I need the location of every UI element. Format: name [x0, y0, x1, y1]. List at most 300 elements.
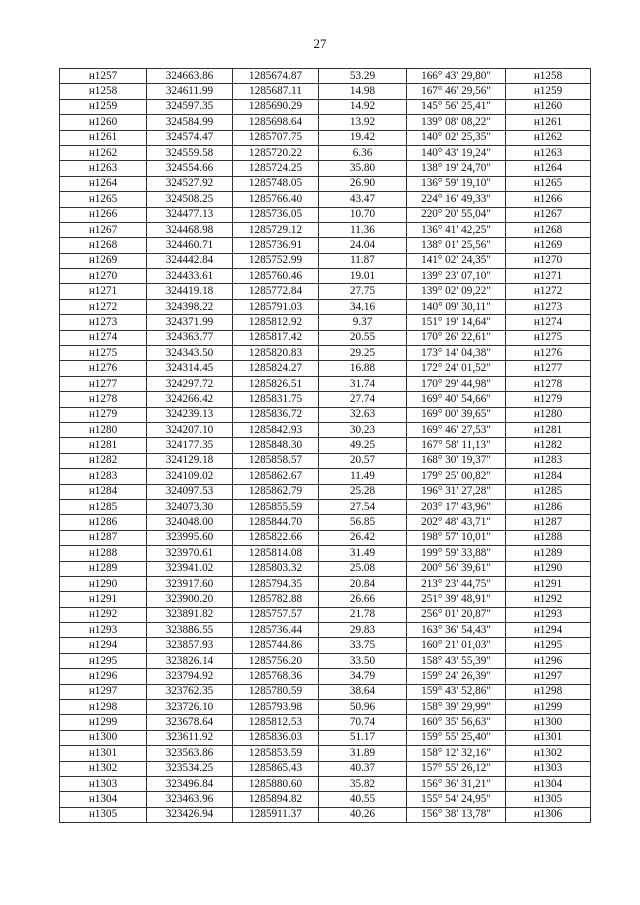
distance-cell: 38.64: [319, 684, 407, 699]
table-row: [60, 115, 591, 130]
point-to-cell: н1258: [506, 69, 591, 84]
point-from-cell: н1302: [60, 761, 147, 776]
bearing-cell: 166° 43' 29,80": [407, 69, 506, 84]
bearing-cell: 224° 16' 49,33": [407, 192, 506, 207]
point-to-cell: н1287: [506, 515, 591, 530]
distance-cell: 34.16: [319, 299, 407, 314]
point-to-cell: н1260: [506, 99, 591, 114]
x-coordinate-cell: 323534.25: [147, 761, 233, 776]
x-coordinate-cell: 324314.45: [147, 361, 233, 376]
table-row: [60, 192, 591, 207]
bearing-cell: 159° 55' 25,40": [407, 730, 506, 745]
table-row: [60, 469, 591, 484]
point-from-cell: н1259: [60, 99, 147, 114]
point-to-cell: н1289: [506, 546, 591, 561]
point-to-cell: н1298: [506, 684, 591, 699]
point-from-cell: н1304: [60, 792, 147, 807]
x-coordinate-cell: 323857.93: [147, 638, 233, 653]
distance-cell: 49.25: [319, 438, 407, 453]
point-to-cell: н1279: [506, 392, 591, 407]
table-row: [60, 376, 591, 391]
y-coordinate-cell: 1285831.75: [233, 392, 319, 407]
distance-cell: 35.82: [319, 776, 407, 791]
distance-cell: 26.90: [319, 176, 407, 191]
point-from-cell: н1292: [60, 607, 147, 622]
y-coordinate-cell: 1285794.35: [233, 576, 319, 591]
y-coordinate-cell: 1285720.22: [233, 145, 319, 160]
x-coordinate-cell: 324371.99: [147, 315, 233, 330]
table-row: [60, 438, 591, 453]
point-to-cell: н1282: [506, 438, 591, 453]
table-row: [60, 776, 591, 791]
y-coordinate-cell: 1285772.84: [233, 284, 319, 299]
distance-cell: 13.92: [319, 115, 407, 130]
table-row: [60, 315, 591, 330]
point-from-cell: н1301: [60, 746, 147, 761]
point-to-cell: н1301: [506, 730, 591, 745]
y-coordinate-cell: 1285748.05: [233, 176, 319, 191]
point-to-cell: н1259: [506, 84, 591, 99]
y-coordinate-cell: 1285736.44: [233, 623, 319, 638]
distance-cell: 19.42: [319, 130, 407, 145]
point-to-cell: н1293: [506, 607, 591, 622]
point-from-cell: н1290: [60, 576, 147, 591]
distance-cell: 16.88: [319, 361, 407, 376]
bearing-cell: 256° 01' 20,87": [407, 607, 506, 622]
distance-cell: 33.75: [319, 638, 407, 653]
point-from-cell: н1264: [60, 176, 147, 191]
y-coordinate-cell: 1285768.36: [233, 669, 319, 684]
y-coordinate-cell: 1285674.87: [233, 69, 319, 84]
bearing-cell: 199° 59' 33,88": [407, 546, 506, 561]
point-to-cell: н1284: [506, 469, 591, 484]
bearing-cell: 170° 26' 22,61": [407, 330, 506, 345]
point-to-cell: н1274: [506, 315, 591, 330]
point-to-cell: н1280: [506, 407, 591, 422]
point-to-cell: н1264: [506, 161, 591, 176]
point-from-cell: н1278: [60, 392, 147, 407]
bearing-cell: 168° 30' 19,37": [407, 453, 506, 468]
table-row: [60, 407, 591, 422]
table-row: [60, 730, 591, 745]
table-row: [60, 515, 591, 530]
y-coordinate-cell: 1285814.08: [233, 546, 319, 561]
point-from-cell: н1271: [60, 284, 147, 299]
x-coordinate-cell: 324363.77: [147, 330, 233, 345]
bearing-cell: 140° 43' 19,24": [407, 145, 506, 160]
point-from-cell: н1260: [60, 115, 147, 130]
x-coordinate-cell: 323463.96: [147, 792, 233, 807]
y-coordinate-cell: 1285698.64: [233, 115, 319, 130]
bearing-cell: 159° 43' 52,86": [407, 684, 506, 699]
x-coordinate-cell: 324584.99: [147, 115, 233, 130]
table-row: [60, 69, 591, 84]
bearing-cell: 138° 01' 25,56": [407, 238, 506, 253]
bearing-cell: 145° 56' 25,41": [407, 99, 506, 114]
x-coordinate-cell: 323611.92: [147, 730, 233, 745]
distance-cell: 25.28: [319, 484, 407, 499]
distance-cell: 70.74: [319, 715, 407, 730]
distance-cell: 35.80: [319, 161, 407, 176]
point-from-cell: н1273: [60, 315, 147, 330]
table-row: [60, 530, 591, 545]
point-to-cell: н1271: [506, 269, 591, 284]
table-row: [60, 346, 591, 361]
distance-cell: 27.75: [319, 284, 407, 299]
y-coordinate-cell: 1285842.93: [233, 422, 319, 437]
table-row: [60, 761, 591, 776]
point-from-cell: н1261: [60, 130, 147, 145]
point-from-cell: н1281: [60, 438, 147, 453]
table-row: [60, 576, 591, 591]
point-to-cell: н1269: [506, 238, 591, 253]
y-coordinate-cell: 1285687.11: [233, 84, 319, 99]
x-coordinate-cell: 323900.20: [147, 592, 233, 607]
distance-cell: 31.74: [319, 376, 407, 391]
y-coordinate-cell: 1285766.40: [233, 192, 319, 207]
distance-cell: 43.47: [319, 192, 407, 207]
point-from-cell: н1258: [60, 84, 147, 99]
point-to-cell: н1304: [506, 776, 591, 791]
y-coordinate-cell: 1285760.46: [233, 269, 319, 284]
point-from-cell: н1305: [60, 807, 147, 822]
point-from-cell: н1285: [60, 499, 147, 514]
x-coordinate-cell: 324266.42: [147, 392, 233, 407]
point-from-cell: н1291: [60, 592, 147, 607]
point-to-cell: н1276: [506, 346, 591, 361]
point-from-cell: н1268: [60, 238, 147, 253]
x-coordinate-cell: 323563.86: [147, 746, 233, 761]
distance-cell: 10.70: [319, 207, 407, 222]
distance-cell: 56.85: [319, 515, 407, 530]
x-coordinate-cell: 324239.13: [147, 407, 233, 422]
distance-cell: 50.96: [319, 700, 407, 715]
point-to-cell: н1265: [506, 176, 591, 191]
distance-cell: 27.74: [319, 392, 407, 407]
distance-cell: 11.49: [319, 469, 407, 484]
bearing-cell: 172° 24' 01,52": [407, 361, 506, 376]
bearing-cell: 167° 46' 29,56": [407, 84, 506, 99]
table-row: [60, 361, 591, 376]
y-coordinate-cell: 1285826.51: [233, 376, 319, 391]
table-row: [60, 638, 591, 653]
table-row: [60, 669, 591, 684]
distance-cell: 30.23: [319, 422, 407, 437]
bearing-cell: 196° 31' 27,28": [407, 484, 506, 499]
y-coordinate-cell: 1285729.12: [233, 222, 319, 237]
point-from-cell: н1272: [60, 299, 147, 314]
bearing-cell: 140° 02' 25,35": [407, 130, 506, 145]
x-coordinate-cell: 324097.53: [147, 484, 233, 499]
x-coordinate-cell: 324442.84: [147, 253, 233, 268]
x-coordinate-cell: 323678.64: [147, 715, 233, 730]
y-coordinate-cell: 1285780.59: [233, 684, 319, 699]
point-to-cell: н1261: [506, 115, 591, 130]
distance-cell: 40.37: [319, 761, 407, 776]
distance-cell: 14.98: [319, 84, 407, 99]
x-coordinate-cell: 324048.00: [147, 515, 233, 530]
point-from-cell: н1283: [60, 469, 147, 484]
table-row: [60, 499, 591, 514]
x-coordinate-cell: 324508.25: [147, 192, 233, 207]
coordinates-table: [59, 68, 591, 823]
x-coordinate-cell: 323826.14: [147, 653, 233, 668]
table-row: [60, 253, 591, 268]
point-from-cell: н1300: [60, 730, 147, 745]
y-coordinate-cell: 1285844.70: [233, 515, 319, 530]
y-coordinate-cell: 1285812.92: [233, 315, 319, 330]
distance-cell: 11.36: [319, 222, 407, 237]
point-to-cell: н1295: [506, 638, 591, 653]
point-to-cell: н1297: [506, 669, 591, 684]
y-coordinate-cell: 1285791.03: [233, 299, 319, 314]
table-row: [60, 422, 591, 437]
x-coordinate-cell: 324419.18: [147, 284, 233, 299]
distance-cell: 6.36: [319, 145, 407, 160]
point-to-cell: н1285: [506, 484, 591, 499]
point-to-cell: н1286: [506, 499, 591, 514]
point-to-cell: н1305: [506, 792, 591, 807]
point-from-cell: н1282: [60, 453, 147, 468]
y-coordinate-cell: 1285894.82: [233, 792, 319, 807]
bearing-cell: 163° 36' 54,43": [407, 623, 506, 638]
y-coordinate-cell: 1285865.43: [233, 761, 319, 776]
table-row: [60, 392, 591, 407]
x-coordinate-cell: 324073.30: [147, 499, 233, 514]
distance-cell: 25.08: [319, 561, 407, 576]
table-row: [60, 607, 591, 622]
distance-cell: 31.49: [319, 546, 407, 561]
point-to-cell: н1273: [506, 299, 591, 314]
point-from-cell: н1277: [60, 376, 147, 391]
point-from-cell: н1294: [60, 638, 147, 653]
point-to-cell: н1262: [506, 130, 591, 145]
y-coordinate-cell: 1285752.99: [233, 253, 319, 268]
bearing-cell: 169° 40' 54,66": [407, 392, 506, 407]
point-from-cell: н1270: [60, 269, 147, 284]
bearing-cell: 141° 02' 24,35": [407, 253, 506, 268]
point-from-cell: н1296: [60, 669, 147, 684]
y-coordinate-cell: 1285848.30: [233, 438, 319, 453]
bearing-cell: 160° 21' 01,03": [407, 638, 506, 653]
point-from-cell: н1298: [60, 700, 147, 715]
y-coordinate-cell: 1285824.27: [233, 361, 319, 376]
distance-cell: 31.89: [319, 746, 407, 761]
y-coordinate-cell: 1285757.57: [233, 607, 319, 622]
point-to-cell: н1272: [506, 284, 591, 299]
table-row: [60, 684, 591, 699]
point-from-cell: н1284: [60, 484, 147, 499]
table-row: [60, 807, 591, 822]
table-row: [60, 746, 591, 761]
y-coordinate-cell: 1285707.75: [233, 130, 319, 145]
point-from-cell: н1267: [60, 222, 147, 237]
bearing-cell: 213° 23' 44,75": [407, 576, 506, 591]
x-coordinate-cell: 324663.86: [147, 69, 233, 84]
point-to-cell: н1303: [506, 761, 591, 776]
x-coordinate-cell: 324559.58: [147, 145, 233, 160]
table-row: [60, 715, 591, 730]
table-row: [60, 84, 591, 99]
x-coordinate-cell: 323426.94: [147, 807, 233, 822]
table-row: [60, 145, 591, 160]
point-to-cell: н1300: [506, 715, 591, 730]
x-coordinate-cell: 323941.02: [147, 561, 233, 576]
point-to-cell: н1283: [506, 453, 591, 468]
x-coordinate-cell: 323726.10: [147, 700, 233, 715]
y-coordinate-cell: 1285817.42: [233, 330, 319, 345]
bearing-cell: 169° 46' 27,53": [407, 422, 506, 437]
table-row: [60, 792, 591, 807]
bearing-cell: 170° 29' 44,98": [407, 376, 506, 391]
y-coordinate-cell: 1285793.98: [233, 700, 319, 715]
table-row: [60, 238, 591, 253]
table-row: [60, 176, 591, 191]
x-coordinate-cell: 324554.66: [147, 161, 233, 176]
point-from-cell: н1280: [60, 422, 147, 437]
y-coordinate-cell: 1285911.37: [233, 807, 319, 822]
bearing-cell: 203° 17' 43,96": [407, 499, 506, 514]
x-coordinate-cell: 324574.47: [147, 130, 233, 145]
bearing-cell: 202° 48' 43,71": [407, 515, 506, 530]
distance-cell: 26.66: [319, 592, 407, 607]
distance-cell: 20.84: [319, 576, 407, 591]
table-row: [60, 207, 591, 222]
point-from-cell: н1286: [60, 515, 147, 530]
point-from-cell: н1299: [60, 715, 147, 730]
y-coordinate-cell: 1285820.83: [233, 346, 319, 361]
bearing-cell: 159° 24' 26,39": [407, 669, 506, 684]
bearing-cell: 151° 19' 14,64": [407, 315, 506, 330]
point-to-cell: н1294: [506, 623, 591, 638]
x-coordinate-cell: 324207.10: [147, 422, 233, 437]
bearing-cell: 136° 59' 19,10": [407, 176, 506, 191]
y-coordinate-cell: 1285756.20: [233, 653, 319, 668]
x-coordinate-cell: 324177.35: [147, 438, 233, 453]
x-coordinate-cell: 323496.84: [147, 776, 233, 791]
y-coordinate-cell: 1285724.25: [233, 161, 319, 176]
bearing-cell: 156° 36' 31,21": [407, 776, 506, 791]
y-coordinate-cell: 1285836.72: [233, 407, 319, 422]
x-coordinate-cell: 324433.61: [147, 269, 233, 284]
distance-cell: 29.25: [319, 346, 407, 361]
point-to-cell: н1267: [506, 207, 591, 222]
point-to-cell: н1291: [506, 576, 591, 591]
distance-cell: 40.26: [319, 807, 407, 822]
distance-cell: 51.17: [319, 730, 407, 745]
table-row: [60, 623, 591, 638]
bearing-cell: 169° 00' 39,65": [407, 407, 506, 422]
point-to-cell: н1277: [506, 361, 591, 376]
distance-cell: 19.01: [319, 269, 407, 284]
x-coordinate-cell: 323794.92: [147, 669, 233, 684]
bearing-cell: 158° 39' 29,99": [407, 700, 506, 715]
y-coordinate-cell: 1285855.59: [233, 499, 319, 514]
point-to-cell: н1302: [506, 746, 591, 761]
table-row: [60, 546, 591, 561]
bearing-cell: 179° 25' 00,82": [407, 469, 506, 484]
table-row: [60, 299, 591, 314]
distance-cell: 29.83: [319, 623, 407, 638]
point-from-cell: н1257: [60, 69, 147, 84]
bearing-cell: 139° 08' 08,22": [407, 115, 506, 130]
point-from-cell: н1269: [60, 253, 147, 268]
x-coordinate-cell: 323886.55: [147, 623, 233, 638]
point-from-cell: н1303: [60, 776, 147, 791]
page-number: 27: [313, 36, 327, 51]
y-coordinate-cell: 1285853.59: [233, 746, 319, 761]
point-to-cell: н1306: [506, 807, 591, 822]
point-to-cell: н1292: [506, 592, 591, 607]
y-coordinate-cell: 1285744.86: [233, 638, 319, 653]
point-from-cell: н1275: [60, 346, 147, 361]
point-from-cell: н1265: [60, 192, 147, 207]
y-coordinate-cell: 1285880.60: [233, 776, 319, 791]
bearing-cell: 157° 55' 26,12": [407, 761, 506, 776]
point-to-cell: н1299: [506, 700, 591, 715]
x-coordinate-cell: 324611.99: [147, 84, 233, 99]
x-coordinate-cell: 323995.60: [147, 530, 233, 545]
point-from-cell: н1293: [60, 623, 147, 638]
point-to-cell: н1281: [506, 422, 591, 437]
distance-cell: 34.79: [319, 669, 407, 684]
table-row: [60, 99, 591, 114]
y-coordinate-cell: 1285836.03: [233, 730, 319, 745]
bearing-cell: 155° 54' 24,95": [407, 792, 506, 807]
point-to-cell: н1288: [506, 530, 591, 545]
table-row: [60, 484, 591, 499]
distance-cell: 11.87: [319, 253, 407, 268]
y-coordinate-cell: 1285858.57: [233, 453, 319, 468]
x-coordinate-cell: 324398.22: [147, 299, 233, 314]
table-row: [60, 330, 591, 345]
bearing-cell: 136° 41' 42,25": [407, 222, 506, 237]
bearing-cell: 138° 19' 24,70": [407, 161, 506, 176]
distance-cell: 9.37: [319, 315, 407, 330]
bearing-cell: 173° 14' 04,38": [407, 346, 506, 361]
point-to-cell: н1278: [506, 376, 591, 391]
bearing-cell: 158° 12' 32,16": [407, 746, 506, 761]
table-row: [60, 700, 591, 715]
bearing-cell: 156° 38' 13,78": [407, 807, 506, 822]
point-to-cell: н1275: [506, 330, 591, 345]
y-coordinate-cell: 1285736.91: [233, 238, 319, 253]
y-coordinate-cell: 1285736.05: [233, 207, 319, 222]
bearing-cell: 167° 58' 11,13": [407, 438, 506, 453]
x-coordinate-cell: 324597.35: [147, 99, 233, 114]
point-to-cell: н1266: [506, 192, 591, 207]
y-coordinate-cell: 1285803.32: [233, 561, 319, 576]
bearing-cell: 139° 02' 09,22": [407, 284, 506, 299]
y-coordinate-cell: 1285782.88: [233, 592, 319, 607]
x-coordinate-cell: 324129.18: [147, 453, 233, 468]
y-coordinate-cell: 1285812.53: [233, 715, 319, 730]
table-row: [60, 284, 591, 299]
table-row: [60, 561, 591, 576]
x-coordinate-cell: 324343.50: [147, 346, 233, 361]
distance-cell: 20.57: [319, 453, 407, 468]
bearing-cell: 220° 20' 55,04": [407, 207, 506, 222]
point-from-cell: н1295: [60, 653, 147, 668]
bearing-cell: 200° 56' 39,61": [407, 561, 506, 576]
distance-cell: 32.63: [319, 407, 407, 422]
table-row: [60, 269, 591, 284]
distance-cell: 21.78: [319, 607, 407, 622]
point-to-cell: н1268: [506, 222, 591, 237]
point-from-cell: н1297: [60, 684, 147, 699]
point-to-cell: н1296: [506, 653, 591, 668]
y-coordinate-cell: 1285862.67: [233, 469, 319, 484]
